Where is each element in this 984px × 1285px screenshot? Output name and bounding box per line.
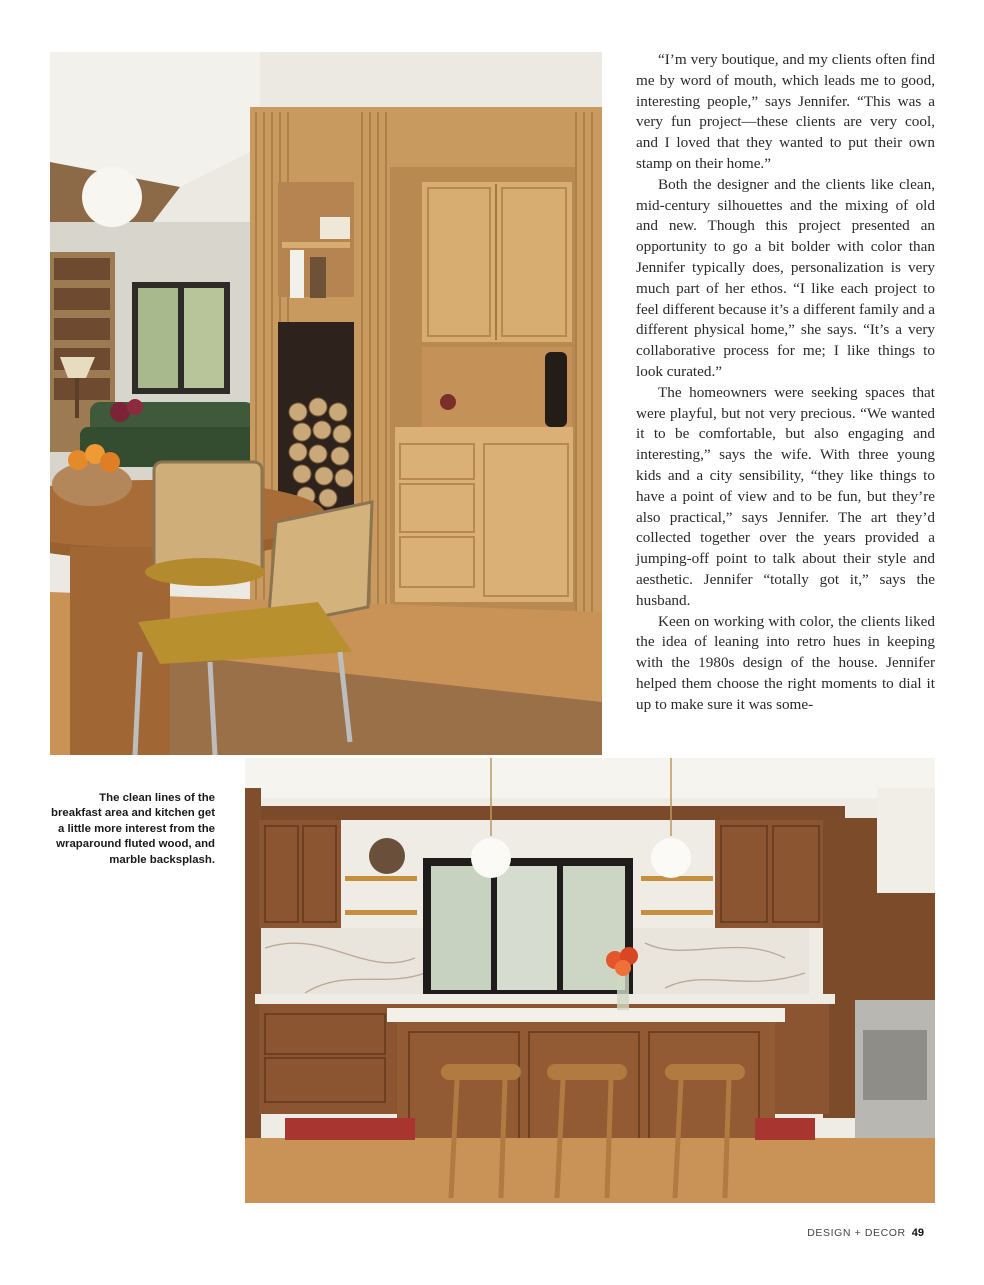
kitchen-illustration	[245, 758, 935, 1203]
photo-caption: The clean lines of the breakfast area and kitchen get a little more interest from the wraparound fluted wood, and marble backsplash.	[51, 792, 215, 866]
kitchen-photo	[245, 758, 935, 1203]
article-paragraph: “I’m very boutique, and my clients often find me by word of mouth, which leads me to good, interesting people,” says Jennifer. “This was a very fun project—these clients are very cool, and I loved that they wanted to put their own stamp on their home.”	[636, 51, 935, 172]
article-paragraph: Keen on working with color, the clients liked the idea of leaning into retro hues in keeping with the 1980s design of the house. Jennifer helped them choose the right moments to dial it up to make sure it was some-	[636, 612, 935, 713]
dining-area-illustration	[50, 52, 602, 755]
dining-area-photo	[50, 52, 602, 755]
article-paragraph: The homeowners were seeking spaces that were playful, but not very precious. “We wanted it to be comfortable, but also engaging and interesting,” says the wife. With three young kids and a city sensibility, “they like things to have a point of view and to be fun, but they’re also practical,” says Jennifer. The art they’d collected together over the years provided a jumping-off point to talk about their style and aesthetic. Jennifer “totally got it,” says the husband.	[636, 383, 935, 609]
page-footer	[807, 1227, 924, 1239]
article-body	[636, 50, 935, 716]
page-number: 49	[911, 1227, 924, 1239]
section-name: DESIGN + DECOR	[807, 1227, 906, 1239]
article-paragraph: Both the designer and the clients like clean, mid-century silhouettes and the mixing of old and new. Though this project presented an opportunity to go a bit bolder with color than Jennifer typically does, personalization is very much part of her ethos. “I like each project to feel different because it’s a different family and a different physical home,” she says. “It’s a very collaborative process for me; I like things to look curated.”	[636, 175, 935, 380]
